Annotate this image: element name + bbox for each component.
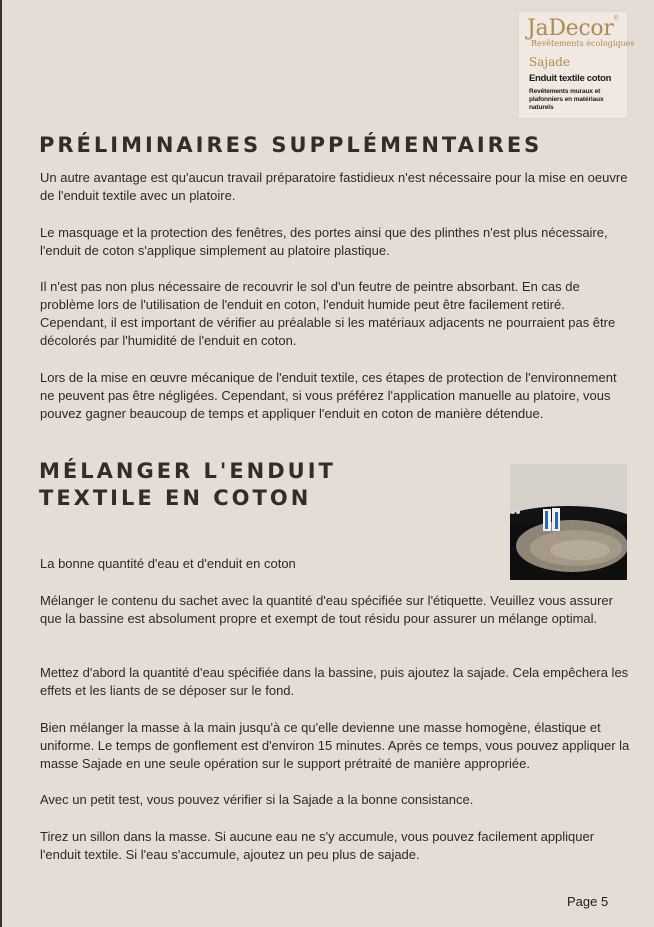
section-title-melanger-line2: TEXTILE EN COTON <box>39 486 312 510</box>
paragraph-preliminaires-1: Un autre avantage est qu'aucun travail préparatoire fastidieux n'est nécessaire pour la mise en oeuvre de l'enduit textile avec un platoire. <box>40 170 628 203</box>
paragraph-melanger-4: Avec un petit test, vous pouvez vérifier si la Sajade a la bonne consistance. <box>40 792 474 807</box>
jadecor-logo <box>519 12 635 118</box>
section-title-melanger-line1: MÉLANGER L'ENDUIT <box>39 459 336 483</box>
logo-product-name: Sajade <box>529 55 571 69</box>
page-number: Page 5 <box>567 894 609 909</box>
page-left-edge <box>0 0 2 927</box>
section-title-preliminaires: PRÉLIMINAIRES SUPPLÉMENTAIRES <box>39 133 543 157</box>
logo-product-description: Revêtements muraux et plafonniers en matériaux naturels <box>529 88 604 111</box>
paragraph-melanger-2: Mettez d'abord la quantité d'eau spécifiée dans la bassine, puis ajoutez la sajade. Cela empêchera les effets et les liants de se déposer sur le fond. <box>40 665 629 698</box>
paragraph-preliminaires-4: Lors de la mise en œuvre mécanique de l'enduit textile, ces étapes de protection de l'environnement ne peuvent pas être négligées. Cependant, si vous préférez l'application manuelle au platoire, vous pouvez gagner beaucoup de temps et appliquer l'enduit en coton de manière détendue. <box>40 370 617 421</box>
logo-brand: JaDecor <box>527 16 614 41</box>
paragraph-melanger-1: Mélanger le contenu du sachet avec la quantité d'eau spécifiée sur l'étiquette. Veuillez vous assurer que la bassine est absolument propre et exempt de tout résidu pour assurer un mélange optimal. <box>40 593 613 626</box>
paragraph-melanger-3: Bien mélanger la masse à la main jusqu'à ce qu'elle devienne une masse homogène, élastique et uniforme. Le temps de gonflement est d'environ 15 minutes. Après ce temps, vous pouvez appliquer la masse Sajade en une seule opération sur le support prétraité de manière appropriée. <box>40 720 630 771</box>
paragraph-melanger-5: Tirez un sillon dans la masse. Si aucune eau ne s'y accumule, vous pouvez facilement appliquer l'enduit textile. Si l'eau s'accumule, ajoutez un peu plus de sajade. <box>40 829 595 862</box>
paragraph-preliminaires-2: Le masquage et la protection des fenêtres, des portes ainsi que des plinthes n'est plus nécessaire, l'enduit de coton s'applique simplement au platoire plastique. <box>40 225 608 258</box>
paragraph-preliminaires-3: Il n'est pas non plus nécessaire de recouvrir le sol d'un feutre de peintre absorbant. En cas de problème lors de l'utilisation de l'enduit en coton, l'enduit humide peut être facilement retiré. Cependant, il est important de vérifier au préalable si les matériaux adjacents ne pourraient pas être décolorés par l'humidité de l'enduit en coton. <box>40 279 616 348</box>
logo-product-subtitle: Enduit textile coton <box>529 73 612 84</box>
section-title-melanger <box>39 458 419 512</box>
logo-brand-mark: © <box>614 16 619 22</box>
subheading-quantite: La bonne quantité d'eau et d'enduit en coton <box>40 556 296 571</box>
logo-tagline: Revêtements écologiques <box>531 39 635 48</box>
